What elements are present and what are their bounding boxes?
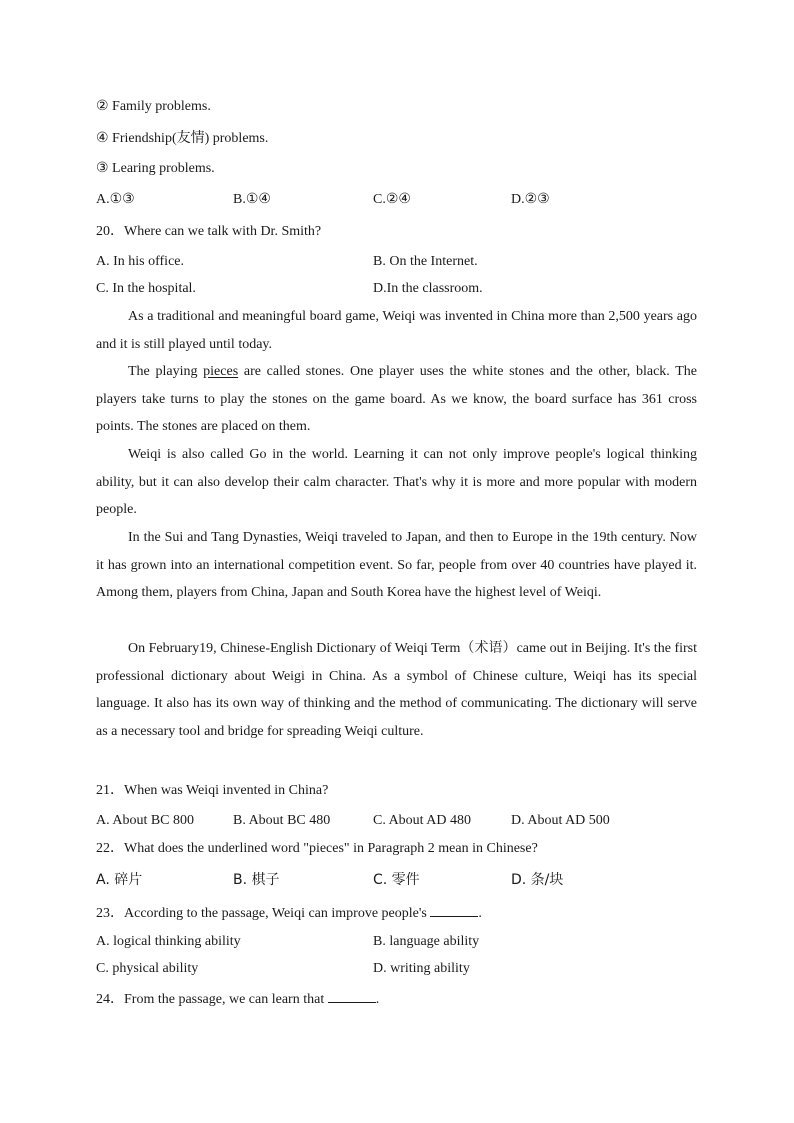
- q19-item-4-cn: 友情: [176, 130, 205, 146]
- q20-option-d[interactable]: D.In the classroom.: [373, 281, 483, 296]
- q19-item-4: [96, 128, 268, 149]
- q22-stem: 22．What does the underlined word "pieces" in Paragraph 2 mean in Chinese?: [96, 841, 538, 856]
- q22-option-b[interactable]: B. 棋子: [233, 872, 280, 888]
- q21-stem: 21．When was Weiqi invented in China?: [96, 783, 329, 798]
- q19-option-d[interactable]: D.②③: [511, 192, 550, 207]
- passage-paragraph-2: [96, 358, 697, 441]
- underlined-word-pieces: pieces: [203, 364, 239, 379]
- q23-stem-end: .: [478, 906, 482, 921]
- q19-option-c[interactable]: C.②④: [373, 192, 411, 207]
- q20-option-a[interactable]: A. In his office.: [96, 254, 184, 269]
- q24-stem-text: 24．From the passage, we can learn that: [96, 992, 325, 1007]
- q24-answer-blank[interactable]: [328, 988, 376, 1003]
- q23-stem-text: 23．According to the passage, Weiqi can improve people's: [96, 906, 427, 921]
- q23-option-d[interactable]: D. writing ability: [373, 961, 470, 976]
- q21-option-b[interactable]: B. About BC 480: [233, 813, 331, 828]
- q21-option-c[interactable]: C. About AD 480: [373, 813, 472, 828]
- q23-option-c[interactable]: C. physical ability: [96, 961, 199, 976]
- passage-p5-cn: 术语: [474, 640, 503, 656]
- q23-option-a[interactable]: A. logical thinking ability: [96, 934, 241, 949]
- q23-answer-blank[interactable]: [430, 902, 478, 917]
- q19-item-2: ② Family problems.: [96, 99, 211, 114]
- q20-stem: 20．Where can we talk with Dr. Smith?: [96, 224, 322, 239]
- q19-item-4-post: ) problems.: [204, 131, 269, 146]
- q19-item-3: ③ Learing problems.: [96, 161, 215, 176]
- passage-paragraph-1: As a traditional and meaningful board game, Weiqi was invented in China more than 2,500 years ago and it is still played until today.: [96, 309, 697, 352]
- q19-option-b[interactable]: B.①④: [233, 192, 271, 207]
- q23-option-b[interactable]: B. language ability: [373, 934, 480, 949]
- q22-option-a[interactable]: A. 碎片: [96, 872, 143, 888]
- q20-option-c[interactable]: C. In the hospital.: [96, 281, 196, 296]
- q21-option-d[interactable]: D. About AD 500: [511, 813, 610, 828]
- q24-stem: [96, 988, 379, 1010]
- q22-option-c[interactable]: C. 零件: [373, 872, 420, 888]
- passage-p5-pre: On February19, Chinese-English Dictionary of Weiqi Term（: [128, 641, 475, 656]
- passage-p2-pre: The playing: [128, 364, 204, 379]
- q23-stem: [96, 902, 482, 924]
- passage-paragraph-4: In the Sui and Tang Dynasties, Weiqi traveled to Japan, and then to Europe in the 19th century. Now it has grown into an international competition event. So far, people from over 40 countries have played it. Among them, players from China, Japan and South Korea have the highest level of Weiqi.: [96, 530, 697, 601]
- q21-option-a[interactable]: A. About BC 800: [96, 813, 195, 828]
- q20-option-b[interactable]: B. On the Internet.: [373, 254, 478, 269]
- passage-paragraph-5: [96, 635, 697, 745]
- q19-item-4-pre: ④ Friendship(: [96, 131, 177, 146]
- q24-stem-end: .: [375, 992, 380, 1007]
- passage-p2-post: are called stones. One player uses the white stones and the other, black. The players take turns to play the stones on the game board. As we know, the board surface has 361 cross points. The stones are placed on them.: [96, 364, 697, 435]
- passage-p5-post: ）came out in Beijing. It's the first professional dictionary about Weigi in China. As a symbol of Chinese culture, Weiqi has its special language. It also has its own way of thinking and the method of communicating. The dictionary will serve as a necessary tool and bridge for spreading Weiqi culture.: [96, 641, 697, 739]
- passage-paragraph-3: Weiqi is also called Go in the world. Learning it can not only improve people's logical thinking ability, but it can also develop their calm character. That's why it is more and more popular with modern people.: [96, 447, 697, 518]
- q19-option-a[interactable]: A.①③: [96, 192, 135, 207]
- q22-option-d[interactable]: D. 条/块: [511, 872, 564, 888]
